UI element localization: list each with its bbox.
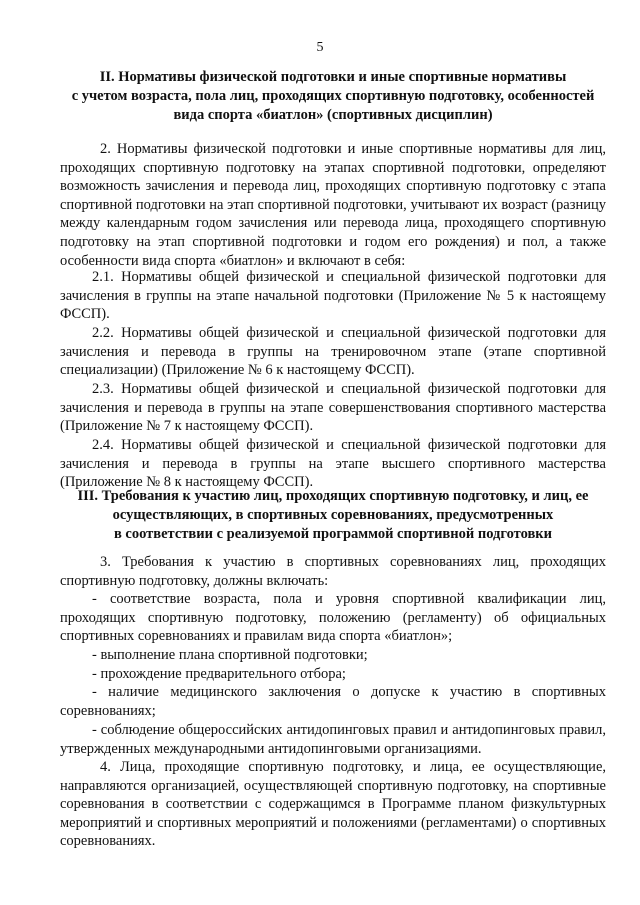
- section-3-title-line: в соответствии с реализуемой программой спортивной подготовки: [113, 526, 553, 542]
- requirement-item: - соответствие возраста, пола и уровня спортивной квалификации лиц, проходящих спортивную подготовку, положению (регламенту) об официальных спортивных соревнованиях и правилам вида спорта «биатлон»;: [60, 591, 606, 645]
- paragraph-4: 4. Лица, проходящие спортивную подготовку, и лица, ее осуществляющие, направляются организацией, осуществляющей спортивную подготовку, на спортивные соревнования в соответствии с содержащимся в Программе планом физкультурных мероприятий и спортивных мероприятий и положениями (регламентами) о спортивных соревнованиях.: [60, 759, 606, 850]
- section-2-title-line: вида спорта «биатлон» (спортивных дисциплин): [173, 107, 493, 123]
- paragraph-2-1: 2.1. Нормативы общей физической и специальной физической подготовки для зачисления в группы на этапе начальной подготовки (Приложение № 5 к настоящему ФССП).: [60, 269, 606, 323]
- requirement-item: - выполнение плана спортивной подготовки;: [92, 647, 368, 663]
- paragraph-2-4: 2.4. Нормативы общей физической и специальной физической подготовки для зачисления и перевода в группы на этапе высшего спортивного мастерства (Приложение № 8 к настоящему ФССП).: [60, 437, 606, 491]
- requirement-item: - прохождение предварительного отбора;: [92, 666, 346, 682]
- paragraph-3: 3. Требования к участию в спортивных соревнованиях лиц, проходящих спортивную подготовку, должны включать:: [60, 554, 606, 589]
- requirement-item: - наличие медицинского заключения о допуске к участию в спортивных соревнованиях;: [60, 684, 606, 719]
- paragraph-2-2: 2.2. Нормативы общей физической и специальной физической подготовки для зачисления и перевода в группы на тренировочном этапе (этапе спортивной специализации) (Приложение № 6 к настоящему ФССП).: [60, 325, 606, 379]
- page-number: 5: [316, 40, 324, 55]
- section-2-title: [60, 68, 606, 125]
- paragraph-2: 2. Нормативы физической подготовки и иные спортивные нормативы для лиц, проходящих спортивную подготовку на этапах спортивной подготовки, определяют возможность зачисления и перевода лиц, проходящих спортивную подготовку с этапа спортивной подготовки на этап спортивной подготовки, учитывают их возраст (разницу между календарным годом зачисления или перевода лица, проходящего спортивную подготовку на этап спортивной подготовки и годом его рождения) и пол, а также особенности вида спорта «биатлон» и включают в себя:: [60, 141, 606, 269]
- section-3-title: [60, 487, 606, 544]
- section-2-title-line: II. Нормативы физической подготовки и иные спортивные нормативы: [99, 69, 567, 85]
- paragraph-2-3: 2.3. Нормативы общей физической и специальной физической подготовки для зачисления и перевода в группы на этапе совершенствования спортивного мастерства (Приложение № 7 к настоящему ФССП).: [60, 381, 606, 435]
- requirement-item: - соблюдение общероссийских антидопинговых правил и антидопинговых правил, утвержденных международными антидопинговыми организациями.: [60, 722, 606, 757]
- section-3-title-line: III. Требования к участию лиц, проходящих спортивную подготовку, и лиц, ее: [77, 488, 589, 504]
- section-2-title-line: с учетом возраста, пола лиц, проходящих спортивную подготовку, особенностей: [71, 88, 595, 104]
- section-3-title-line: осуществляющих, в спортивных соревнованиях, предусмотренных: [112, 507, 554, 523]
